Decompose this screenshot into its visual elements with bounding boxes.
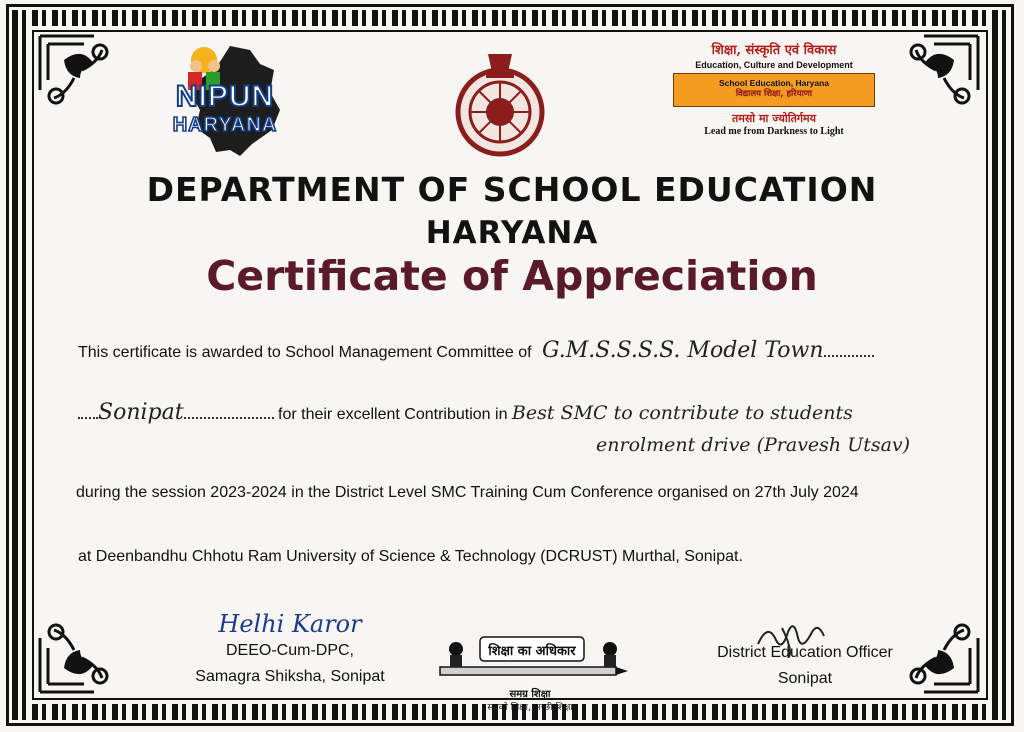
- left-signature: Helhi Karor: [218, 610, 362, 638]
- dotted-fill-line: [824, 341, 874, 357]
- right-signatory-title-2: Sonipat: [777, 670, 833, 687]
- center-logo-text-3: सबको शिक्षा, अच्छी शिक्षा: [487, 703, 573, 713]
- corner-ornament-top-left: [34, 30, 126, 122]
- body-line-5: [78, 548, 743, 566]
- corner-ornament-bottom-left: [34, 606, 126, 698]
- state-title: HARYANA: [425, 215, 599, 251]
- dotted-fill-line: [78, 403, 98, 419]
- center-logo-text-1: शिक्षा का अधिकार: [488, 644, 576, 659]
- samagra-shiksha-logo: [430, 635, 630, 715]
- dotted-fill-line: [184, 403, 274, 419]
- logo-motto-english: Lead me from Darkness to Light: [704, 126, 844, 137]
- nipun-logo-text: NIPUN: [175, 80, 275, 113]
- left-signatory-title-2: Samagra Shiksha, Sonipat: [195, 668, 385, 685]
- badge-line-1: School Education, Haryana: [718, 78, 830, 88]
- logo-english-title: Education, Culture and Development: [695, 60, 853, 70]
- center-logo-text-2: समग्र शिक्षा: [509, 689, 551, 700]
- signature-block-right: [690, 640, 920, 692]
- body-line-1: [78, 338, 874, 363]
- contribution-handwritten-2: enrolment drive (Pravesh Utsav): [596, 434, 911, 456]
- body-line-4: [76, 484, 859, 502]
- session-text: during the session 2023-2024 in the District Level SMC Training Cum Conference organised on 27th July 2024: [76, 484, 859, 501]
- left-signatory-title-1: DEEO-Cum-DPC,: [225, 642, 354, 659]
- right-signatory-title-1: District Education Officer: [717, 644, 893, 661]
- school-education-haryana-logo: [668, 40, 880, 140]
- contribution-text: for their excellent Contribution in: [278, 406, 508, 423]
- awarded-text: This certificate is awarded to School Management Committee of: [78, 344, 532, 361]
- department-title: DEPARTMENT OF SCHOOL EDUCATION: [146, 170, 878, 209]
- logo-hindi-title: शिक्षा, संस्कृति एवं विकास: [711, 43, 837, 58]
- certificate-title: Certificate of Appreciation: [206, 252, 818, 300]
- contribution-handwritten-1: Best SMC to contribute to students: [511, 402, 853, 424]
- body-line-2: [78, 400, 853, 425]
- haryana-govt-emblem: [450, 50, 550, 160]
- venue-text: at Deenbandhu Chhotu Ram University of Science & Technology (DCRUST) Murthal, Sonipat.: [78, 548, 743, 565]
- nipun-logo-subtext: HARYANA: [172, 114, 278, 136]
- logo-badge: [673, 73, 875, 107]
- nipun-haryana-logo: [160, 36, 290, 158]
- signature-block-left: [170, 610, 410, 690]
- badge-line-2: विद्यालय शिक्षा, हरियाणा: [735, 89, 813, 99]
- school-name-handwritten: G.M.S.S.S.S. Model Town: [542, 338, 824, 363]
- right-signature-scribble: [752, 618, 832, 658]
- corner-ornament-top-right: [892, 30, 984, 122]
- logo-motto-hindi: तमसो मा ज्योतिर्गमय: [731, 112, 816, 125]
- body-line-3: [596, 434, 910, 456]
- city-handwritten: Sonipat: [98, 400, 184, 425]
